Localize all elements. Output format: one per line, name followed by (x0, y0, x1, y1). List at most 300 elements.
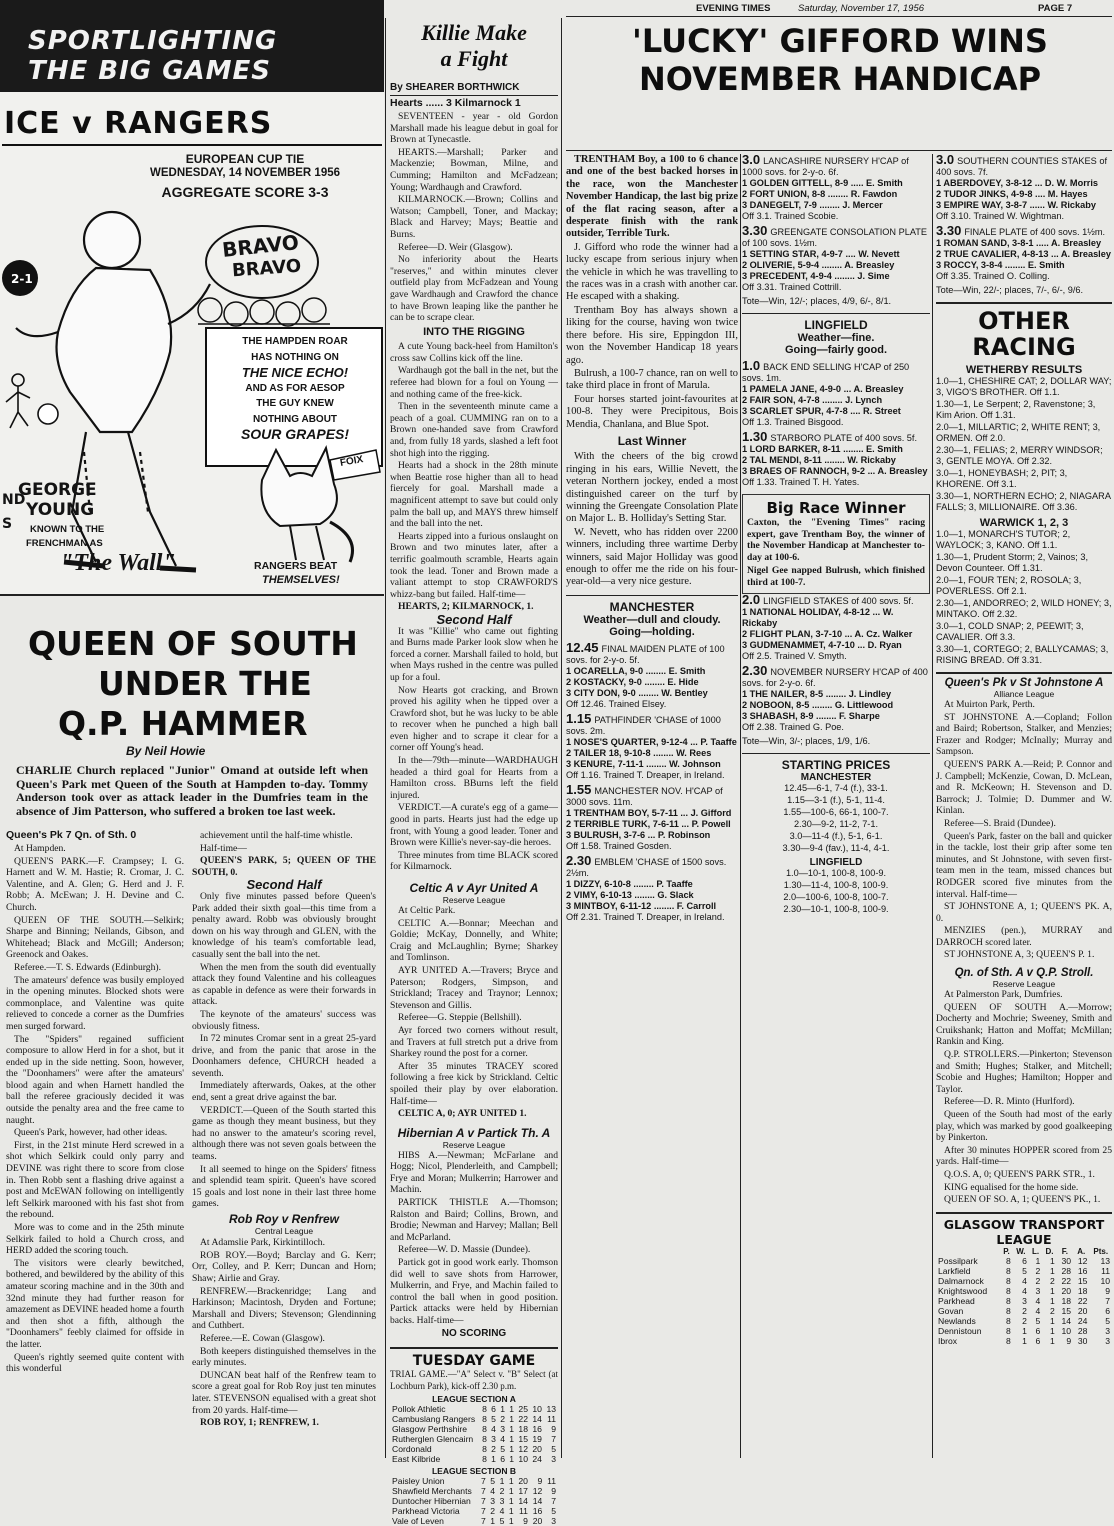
racing-column-1 (566, 154, 738, 1458)
race-result: 3 MINTBOY, 6-11-12 ........ F. Carroll (566, 900, 717, 911)
table-header: W. (1016, 1246, 1026, 1256)
race-result: 1 ROMAN SAND, 3-8-1 ..... A. Breasley (936, 238, 1102, 248)
race-result: 2 TERRIBLE TURK, 7-6-11 ... P. Powell (566, 818, 731, 829)
roar-line-7: SOUR GRAPES! (240, 426, 350, 442)
stat-cell: 8 (482, 1454, 487, 1465)
qos-halftime: QUEEN'S PARK, 5; QUEEN OF THE SOUTH, 0. (192, 855, 376, 878)
cartoon-comp-2: WEDNESDAY, 14 NOVEMBER 1956 (149, 167, 341, 179)
race-entry (742, 225, 930, 293)
stat-cell: 9 (551, 1486, 556, 1497)
stat-cell: 11 (547, 1414, 556, 1425)
wetherby-title: WETHERBY RESULTS (965, 364, 1083, 376)
stat-cell: 11 (1101, 1265, 1110, 1276)
qosstroll-paragraph: Queen of the South had most of the early play, which was marked by good goalkeeping by Pinkerton. (936, 1109, 1112, 1144)
stat-cell: 11 (547, 1476, 556, 1487)
hibs-halftime: NO SCORING (441, 1327, 507, 1339)
stat-cell: 15 (1061, 1305, 1072, 1316)
race-result: 1 LORD BARKER, 8-11 ........ E. Smith (742, 444, 903, 454)
team-name-cell: Paisley Union (392, 1476, 445, 1487)
manchester-section (566, 595, 738, 923)
qos-paragraph: The "Spiders" regained sufficient composure to allow Herd in for a shot, but it ended up in the side netting. Soon, however, the "Doonhamers" were after the amateurs' blood again and when Harnett handled the ball the referee graciously decided it was outside the penalty area and the free came to naught. (6, 1033, 184, 1126)
starting-prices (742, 753, 930, 915)
lingfield-weather: Weather—fine. (797, 332, 875, 344)
qos-intro: CHARLIE Church replaced "Junior" Omand at outside left when Queen's Park met Queen of the South at Hampden to-day. Tommy Anderson took over as attack leader in the Dumfries team in the absence of Jim Patterson, who suffered a broken toe last week. (16, 763, 368, 818)
killie-paragraph: In the—79th—minute—WARDHAUGH headed a third goal for Hearts from a Hamilton cross. BBurns left the field injured. (390, 755, 558, 801)
race-result: 3 BULRUSH, 3-7-6 ... P. Robinson (566, 829, 711, 840)
gifford-rule (566, 150, 1112, 151)
race-off: Off 3.35. Trained O. Colling. (936, 271, 1050, 281)
stat-cell: 18 (518, 1424, 528, 1435)
race-result: 1 TRENTHAM BOY, 5-7-11 ... J. Gifford (566, 807, 732, 818)
gifford-body (566, 154, 738, 589)
stat-cell: 8 (1006, 1265, 1011, 1276)
race-name: STARBORO PLATE of 400 sovs. 5f. (770, 433, 918, 443)
stat-cell: 12 (518, 1444, 528, 1455)
stat-cell: 15 (1077, 1275, 1088, 1286)
robroy-paragraph: Both keepers distinguished themselves in the early minutes. (192, 1345, 376, 1369)
stat-cell: 1 (1049, 1255, 1055, 1266)
stat-cell: 8 (1006, 1325, 1011, 1336)
robroy-league: Central League (254, 1225, 314, 1236)
table-row (390, 1496, 558, 1506)
stat-cell: 7 (481, 1486, 486, 1497)
starting-manchester-list (742, 783, 930, 854)
lingfield-section (742, 313, 930, 488)
race-heading (566, 852, 738, 879)
qosstroll-paragraph: QUEEN OF SO. A, 1; QUEEN'S PK., 1. (944, 1194, 1101, 1206)
stat-cell: 6 (1035, 1335, 1041, 1346)
table-row (936, 1326, 1112, 1336)
killie-paragraph: SEVENTEEN - year - old Gordon Marshall made his league debut in goal for Brown at Tynecastle. (390, 111, 558, 146)
stat-cell: 3 (1105, 1335, 1110, 1346)
race-result: 1 THE NAILER, 8-5 ........ J. Lindley (742, 688, 892, 699)
stat-cell: 30 (1061, 1255, 1072, 1266)
tuesday-note: TRIAL GAME.—"A" Select v. "B" Select (at Lochburn Park), kick-off 2.30 p.m. (390, 1369, 558, 1391)
race-entry (936, 154, 1112, 222)
manchester-tote: Tote—Win, 12/-; places, 4/9, 6/-, 8/1. (742, 296, 892, 306)
stjohnstone-paragraph: MENZIES (pen.), MURRAY and DARROCH scored later. (936, 925, 1112, 948)
other-racing-section (936, 302, 1112, 666)
roar-line-5: THE GUY KNEW (256, 398, 334, 409)
stjohnstone-paragraph: Referee—S. Braid (Dundee). (944, 817, 1056, 829)
stat-cell: 2 (1035, 1275, 1041, 1286)
race-entry (742, 431, 930, 488)
race-result: 1 SETTING STAR, 4-9-7 .... W. Nevett (742, 249, 900, 259)
qos-paragraph: Queen's Park, however, had other ideas. (14, 1127, 168, 1139)
celtic-paragraph: CELTIC A.—Bonnar; Meechan and Goldie; McKay, Donnelly, and White; Craig and McLaughlin; Byrne; Sharkey and Tomlinson. (390, 917, 558, 964)
manchester-going: Going—holding. (609, 625, 695, 638)
qos-paragraph: achievement until the half-time whistle. (200, 830, 353, 841)
big-race-body: Caxton, the "Evening Times" racing expert, gave Trentham Boy, the winner of the November Handicap at Manchester to-day at 100-6. (747, 517, 925, 563)
qosstroll-section (936, 967, 1112, 1206)
result-row: 2.30—1, FELIAS; 2, MERRY WINDSOR; 3, GENTLE MOYA. Off 2.32. (936, 445, 1103, 466)
column-rule (932, 154, 933, 1458)
stat-cell: 6 (1035, 1325, 1041, 1336)
killie-body (390, 111, 558, 873)
tuesday-title: TUESDAY GAME (390, 1347, 558, 1369)
stjohnstone-paragraph: ST JOHNSTONE A, 3; QUEEN'S P. 1. (944, 949, 1095, 961)
roar-line-6: NOTHING ABOUT (252, 413, 338, 425)
section-masthead (0, 0, 384, 92)
stat-cell: 24 (1077, 1315, 1088, 1326)
stat-cell: 2 (500, 1414, 505, 1425)
race-entry (566, 781, 738, 852)
team-name-cell: Parkhead (938, 1295, 975, 1306)
race-entry (566, 639, 738, 710)
cartoon-match-title: ICE v RANGERS (4, 106, 273, 141)
league-table-b (390, 1476, 558, 1526)
qos-paragraph: Half-time— (200, 842, 247, 854)
celtic-league: Reserve League (442, 895, 506, 905)
robroy-paragraph: At Adamslie Park, Kirkintilloch. (200, 1237, 325, 1249)
stat-cell: 10 (1061, 1325, 1072, 1336)
stat-cell: 9 (1066, 1335, 1072, 1346)
cartoon-aggregate: AGGREGATE SCORE 3-3 (161, 184, 329, 200)
race-time: 2.30 (742, 662, 768, 678)
warwick-list (936, 529, 1112, 666)
race-off: Off 1.16. Trained T. Dreaper, in Ireland. (566, 769, 725, 780)
qos-paragraph: VERDICT.—Queen of the South started this game as though they meant business, but they had no answer to the amateur's scoring revel, although there was not seven goals between the teams. (192, 1104, 376, 1163)
stat-cell: 1 (499, 1476, 505, 1487)
roar-line-3: THE NICE ECHO! (241, 365, 349, 380)
stat-cell: 8 (482, 1444, 487, 1455)
race-result: 1 NATIONAL HOLIDAY, 4-8-12 ... W. Rickaby (742, 606, 894, 628)
roar-line-1: THE HAMPDEN ROAR (242, 336, 348, 347)
stat-cell: 7 (1105, 1295, 1110, 1306)
team-name-cell: Cordonald (392, 1444, 432, 1455)
stjohnstone-paragraph: Queen's Park, faster on the ball and quicker in the tackle, lost their grip after some ten minutes, and St Johnstone, with seven first-team men in the team, missed chances but RODGER scored five minutes from the interval. Half-time— (936, 830, 1112, 900)
qos-paragraph: More was to come and in the 25th minute Selkirk failed to hold a Church cross, and HERD added the scoring touch. (6, 1222, 184, 1257)
table-header: P. (1003, 1246, 1010, 1256)
table-header: D. (1045, 1246, 1054, 1256)
celtic-paragraph: At Celtic Park. (398, 905, 456, 916)
starting-price-row: 12.45—6-1, 7-4 (f.), 33-1. (784, 782, 888, 793)
killie-paragraph: VERDICT.—A curate's egg of a game—good in parts. Hearts just had the edge up front, with Young a good leader. Toner and Brown were Killie's never-say-die heroes. (390, 802, 558, 849)
stat-cell: 18 (1061, 1295, 1072, 1306)
race-off: Off 3.1. Trained Scobie. (742, 211, 839, 221)
robroy-title: Rob Roy v Renfrew (228, 1212, 339, 1226)
stat-cell: 8 (482, 1414, 487, 1425)
race-result: 2 OLIVERIE, 5-9-4 ........ A. Breasley (742, 260, 895, 270)
race-result: 3 CITY DON, 9-0 ........ W. Bentley (566, 687, 708, 698)
race-off: Off 2.31. Trained T. Dreaper, in Ireland. (566, 911, 725, 922)
race-result: 3 DANEGELT, 7-9 ........ J. Mercer (742, 200, 883, 210)
cartoon-bravo-2: BRAVO (231, 255, 302, 282)
race-result: 3 SCARLET SPUR, 4-7-8 .... R. Street (742, 406, 901, 416)
stat-cell: 2 (1049, 1275, 1055, 1286)
hibs-paragraph: Partick got in good work early. Thomson did well to save shots from Harrower, Mulkerrin, and Frye, and Machin failed to control the ball when in good position. Partick attacks were held by Hibernian backs. Half-time— (390, 1257, 558, 1326)
table-row (936, 1316, 1112, 1326)
race-result: 2 TAL MENDI, 8-11 ........ W. Rickaby (742, 455, 896, 465)
stat-cell: 20 (1077, 1305, 1088, 1316)
stat-cell: 5 (491, 1414, 496, 1425)
table-row (936, 1306, 1112, 1316)
tuesday-league-b: LEAGUE SECTION B (431, 1466, 517, 1477)
stat-cell: 3 (1105, 1325, 1110, 1336)
big-race-box (742, 494, 930, 594)
hibs-paragraph: PARTICK THISTLE A.—Thomson; Ralston and Baird; Collins, Brown, and Brodie; Newman and Harvey; Mallan; Bell and McParland. (390, 1197, 558, 1243)
stat-cell: 20 (532, 1444, 542, 1455)
stat-cell: 8 (482, 1434, 487, 1445)
race-name: EMBLEM 'CHASE of 1500 sovs. 2½m. (566, 856, 727, 878)
team-name-cell: Shawfield Merchants (392, 1486, 472, 1497)
stat-cell: 1 (1049, 1285, 1055, 1296)
transport-title-2: LEAGUE (996, 1231, 1052, 1247)
stat-cell: 1 (509, 1434, 515, 1445)
team-name-cell: Vale of Leven (392, 1516, 444, 1526)
cartoon-panel (0, 92, 384, 594)
roar-line-4: AND AS FOR AESOP (245, 382, 345, 394)
lingfield-title: LINGFIELD (804, 318, 868, 332)
stat-cell: 1 (509, 1444, 515, 1455)
qosstroll-league: Reserve League (992, 979, 1056, 990)
stat-cell: 1 (509, 1424, 515, 1435)
team-name-cell: Possilpark (938, 1255, 978, 1266)
stat-cell: 28 (1077, 1325, 1088, 1336)
qos-second-half-title: Second Half (246, 877, 322, 893)
killie-paragraph: Referee—D. Weir (Glasgow). (398, 241, 513, 253)
race-time: 3.0 (742, 152, 761, 167)
stjohnstone-league: Alliance League (993, 689, 1055, 699)
killie-paragraph: A cute Young back-heel from Hamilton's cross saw Collins kick off the line. (390, 341, 558, 364)
robroy-halftime: ROB ROY, 1; RENFREW, 1. (200, 1417, 319, 1429)
killie-headline-2: a Fight (440, 46, 508, 71)
stat-cell: 10 (532, 1404, 542, 1415)
cartoon-bravo-1: BRAVO (220, 230, 300, 262)
other-racing-title-2: RACING (972, 333, 1076, 361)
big-race-nigel: Nigel Gee napped Bulrush, which finished third at 100-7. (747, 565, 925, 588)
race-name: NOVEMBER NURSERY H'CAP of 400 sovs. for 2-y-o. 6f. (742, 666, 928, 688)
stat-cell: 14 (1061, 1315, 1072, 1326)
robroy-paragraph: ROB ROY.—Boyd; Barclay and G. Kerr; Orr, Colley, and P. Kerr; Duncan and Horn; Shaw; Airlie and Gray. (192, 1249, 376, 1284)
stat-cell: 8 (1006, 1315, 1011, 1326)
manchester-races-continued (742, 154, 930, 293)
lingfield-races (742, 360, 930, 488)
gifford-paragraph: With the cheers of the big crowd ringing in his ears, Willie Nevett, the veteran Northern jockey, ended a most distinguished career on the turf by winning the Greengate Consolation Plate on Major L. B. Holliday's Setting Star. (566, 451, 738, 525)
stat-cell: 1 (1049, 1265, 1055, 1276)
team-name-cell: Govan (938, 1305, 964, 1316)
stat-cell: 8 (1006, 1285, 1011, 1296)
stat-cell: 1 (508, 1516, 514, 1526)
qosstroll-paragraph: QUEEN OF SOUTH A.—Morrow; Docherty and Mochrie; Sweeney, Smith and Cruikshank; Hatton and Moffat; McMillan; Rankin and King. (936, 1001, 1112, 1048)
table-header: L. (1032, 1246, 1040, 1256)
stat-cell: 2 (1049, 1305, 1055, 1316)
table-row (936, 1286, 1112, 1296)
killie-paragraph: KILMARNOCK.—Brown; Collins and Watson; Campbell, Toner, and Mackay; Black and Harvey; Mays; Beattie and Burns. (390, 194, 558, 240)
stat-cell: 9 (1105, 1285, 1110, 1296)
stat-cell: 11 (519, 1506, 528, 1517)
stat-cell: 19 (532, 1434, 542, 1445)
race-result: 1 NOSE'S QUARTER, 9-12-4 ... P. Taaffe (566, 736, 737, 747)
stat-cell: 5 (490, 1476, 496, 1487)
starting-price-row: 2.30—10-1, 100-8, 100-9. (783, 903, 889, 914)
stat-cell: 3 (1022, 1295, 1027, 1306)
result-row: 3.30—1, NORTHERN ECHO; 2, NIAGARA FALLS; 3, MILLIONAIRE. Off 3.36. (936, 491, 1111, 512)
stat-cell: 2 (499, 1486, 505, 1497)
stat-cell: 4 (1022, 1285, 1027, 1296)
race-result: 2 FLIGHT PLAN, 3-7-10 ... A. Cz. Walker (742, 628, 913, 639)
qos-paragraph: Queen's rightly seemed quite content with this wonderful (6, 1351, 184, 1375)
race-result: 1 GOLDEN GITTELL, 8-9 ..... E. Smith (742, 178, 903, 188)
stat-cell: 4 (1035, 1305, 1041, 1316)
masthead-line-2: THE BIG GAMES (28, 56, 272, 86)
starting-price-row: 1.15—3-1 (f.), 5-1, 11-4. (787, 794, 885, 805)
cartoon-roar-text (210, 334, 380, 443)
table-row (390, 1414, 558, 1424)
race-result: 3 PRECEDENT, 4-9-4 ........ J. Sime (742, 271, 890, 281)
league-table-a (390, 1404, 558, 1464)
race-result: 3 SHABASH, 8-9 ........ F. Sharpe (742, 710, 880, 721)
stat-cell: 8 (1006, 1255, 1011, 1266)
stat-cell: 4 (1035, 1295, 1041, 1306)
result-row: 3.0—1, HONEYBASH; 2, PIT; 3, KHORENE. Off 3.1. (936, 468, 1068, 489)
lingfield-tote: Tote—Win, 3/-; places, 1/9, 1/6. (742, 735, 871, 746)
race-heading (742, 431, 930, 444)
stjohnstone-body (936, 699, 1112, 961)
race-off: Off 3.31. Trained Cottrill. (742, 282, 842, 292)
race-heading (936, 225, 1112, 238)
table-row (390, 1506, 558, 1516)
race-result: 2 NOBOON, 8-5 ........ G. Littlewood (742, 699, 894, 710)
killie-paragraph: HEARTS.—Marshall; Parker and Mackenzie; Bowman, Milne, and Cumming; Hamilton and McFadzean; Young; Wardhaugh and Crawford. (390, 146, 558, 193)
race-result: 3 ROCCY, 3-8-4 ........ E. Smith (936, 260, 1065, 270)
stat-cell: 2 (490, 1506, 496, 1517)
starting-price-row: 2.0—100-6, 100-8, 100-7. (783, 891, 889, 902)
big-race-title: Big Race Winner (766, 499, 906, 517)
stat-cell: 20 (1061, 1285, 1072, 1296)
table-row (936, 1296, 1112, 1306)
last-winner-title: Last Winner (617, 433, 687, 448)
killie-halftime: HEARTS, 2; KILMARNOCK, 1. (398, 601, 534, 613)
starting-title: STARTING PRICES (781, 757, 891, 772)
race-time: 1.0 (742, 358, 761, 373)
team-name-cell: Knightswood (938, 1285, 988, 1296)
stat-cell: 1 (490, 1516, 496, 1526)
race-entry (936, 225, 1112, 282)
race-time: 1.15 (566, 710, 592, 726)
manchester-weather: Weather—dull and cloudy. (583, 613, 721, 626)
stat-cell: 1 (1049, 1295, 1055, 1306)
stat-cell: 3 (551, 1454, 556, 1465)
team-name-cell: Dalmarnock (938, 1275, 984, 1286)
gifford-paragraph: Bulrush, a 100-7 chance, ran on well to take third place in front of Marula. (566, 367, 738, 392)
race-name: PATHFINDER 'CHASE of 1000 sovs. 2m. (566, 714, 721, 736)
racing-column-2 (742, 154, 930, 1458)
ball-icon (38, 404, 58, 424)
race-result: 2 KOSTACKY, 9-0 ........ E. Hide (566, 676, 699, 687)
qos-referee: Referee.—T. S. Edwards (Edinburgh). (14, 961, 161, 973)
qos-paragraph: Immediately afterwards, Oakes, at the other end, sent a great drive against the bar. (192, 1080, 376, 1104)
qosstroll-paragraph: Q.O.S. A, 0; QUEEN'S PARK STR., 1. (944, 1168, 1095, 1180)
stjohnstone-section (936, 672, 1112, 961)
stat-cell: 8 (1006, 1305, 1011, 1316)
race-name: GREENGATE CONSOLATION PLATE of 100 sovs. 1½m. (742, 227, 928, 248)
stat-cell: 7 (551, 1496, 556, 1507)
race-time: 2.30 (566, 852, 592, 868)
team-name-cell: Dennistoun (938, 1325, 982, 1336)
starting-manchester: MANCHESTER (800, 771, 872, 783)
killie-paragraph: Hearts zipped into a furious onslaught on Brown and two minutes later, after a terrific goalmouth scramble, Hearts again took the lead. Toner and Brown made a valiant attempt to stop CRAWFORD'S whizz-bang but failed. Half-time— (390, 530, 558, 600)
stat-cell: 1 (1022, 1335, 1027, 1346)
race-result: 3 KENURE, 7-11-1 ........ W. Johnson (566, 758, 721, 769)
stat-cell: 6 (1022, 1255, 1027, 1266)
tuesday-league-a: LEAGUE SECTION A (432, 1394, 516, 1405)
gifford-paragraph: Four horses started joint-favourites at 100-8. They were Precipitous, Bois Mendia, Chanlana, and Blue Spot. (566, 393, 738, 430)
crowd-icon (198, 298, 330, 326)
race-heading (566, 781, 738, 808)
stat-cell: 1 (508, 1506, 514, 1517)
qos-team-1: QUEEN'S PARK.—F. Crampsey; I. G. Harnett and W. M. Hastie; R. Cromar, J. C. Valentine, and A. Glen; G. Herd and J. F. Robb; A. McEwan; J. H. Devine and C. Church. (6, 855, 184, 913)
race-entry (742, 154, 930, 222)
gifford-headline-2: NOVEMBER HANDICAP (638, 60, 1042, 98)
race-result: 1 PAMELA JANE, 4-9-0 ... A. Breasley (742, 384, 904, 394)
team-name-cell: Ibrox (938, 1335, 958, 1346)
transport-section (936, 1212, 1112, 1346)
stat-cell: 16 (532, 1506, 543, 1517)
race-off: Off 12.46. Trained Elsey. (566, 698, 667, 709)
race-result: 2 TRUE CAVALIER, 4-8-13 ... A. Breasley (936, 249, 1111, 259)
stat-cell: 14 (532, 1414, 542, 1425)
celtic-paragraph: Ayr forced two corners without result, and Travers at full stretch put a drive from Sharkey round the post for a corner. (390, 1024, 558, 1060)
race-entry (566, 710, 738, 781)
killie-paragraph: No inferiority about the Hearts "reserves," and within minutes clever outfield play from McFadzean and Young gave Wardhaugh and Crawford the chance to have Brown leaping like the panther he can be to scrape clear. (390, 254, 558, 324)
table-row (390, 1404, 558, 1414)
race-time: 1.55 (566, 781, 592, 797)
qosstroll-title: Qn. of Sth. A v Q.P. Stroll. (954, 967, 1094, 980)
table-row (390, 1424, 558, 1434)
result-row: 1.0—1, CHESHIRE CAT; 2, DOLLAR WAY; 3, VIGO'S BROTHER. Off 1.1. (936, 376, 1112, 397)
qos-paragraph: In 72 minutes Cromar sent in a great 25-yard drive, and from the panic that arose in the Doonhamers defence, CHURCH headed a seventh. (192, 1033, 376, 1079)
stat-cell: 17 (518, 1486, 528, 1497)
cartoon-player-2: YOUNG (26, 500, 95, 520)
stat-cell: 10 (518, 1454, 528, 1465)
hibs-league: Reserve League (442, 1139, 506, 1150)
race-off: Off 1.33. Trained T. H. Yates. (742, 477, 860, 487)
stat-cell: 7 (551, 1434, 556, 1445)
qos-headline-3: Q.P. HAMMER (58, 704, 308, 743)
stat-cell: 28 (1061, 1265, 1072, 1276)
killie-paragraph: Wardhaugh got the ball in the net, but the referee had blown for a foul on Young — and nothing came of the free-kick. (390, 365, 558, 400)
celtic-paragraph: After 35 minutes TRACEY scored following a free kick by Strickland. Celtic spoiled their play by over elaboration. Half-time— (390, 1060, 558, 1107)
race-result: 2 VIMY, 6-10-13 ........ G. Slack (566, 889, 694, 900)
stat-cell: 3 (499, 1496, 505, 1507)
race-off: Off 3.10. Trained W. Wightman. (936, 211, 1064, 221)
transport-table (936, 1247, 1112, 1346)
stat-cell: 5 (1022, 1265, 1027, 1276)
stat-cell: 9 (523, 1516, 528, 1526)
qosstroll-body (936, 989, 1112, 1206)
stat-cell: 1 (1049, 1335, 1055, 1346)
stat-cell: 3 (1035, 1285, 1041, 1296)
celtic-title: Celtic A v Ayr United A (409, 881, 539, 895)
race-name: MANCHESTER NOV. H'CAP of 3000 sovs. 11m. (566, 785, 723, 807)
result-row: 1.30—1, Prudent Storm; 2, Vainos; 3, Devon Counteer. Off 1.31. (936, 552, 1089, 573)
race-name: BACK END SELLING H'CAP of 250 sovs. 1m. (742, 362, 910, 383)
racing-column-3 (936, 154, 1112, 1458)
stjohnstone-paragraph: ST JOHNSTONE A, 1; QUEEN'S PK. A, 0. (936, 901, 1112, 924)
qosstroll-paragraph: At Palmerston Park, Dumfries. (944, 989, 1063, 1001)
qos-paragraph: The amateurs' defence was busily employed in the opening minutes. Blocked shots were commonplace, and Valentine was quite relieved to concede a corner as the Dumfries men surged forward. (6, 974, 184, 1032)
stat-cell: 4 (499, 1506, 505, 1517)
stat-cell: 4 (500, 1434, 505, 1445)
stat-cell: 7 (481, 1506, 486, 1517)
stat-cell: 5 (1035, 1315, 1041, 1326)
race-heading (742, 225, 930, 249)
cartoon-known-2: FRENCHMAN AS (26, 538, 103, 549)
killie-paragraph: Now Hearts got cracking, and Brown proved his agility when he tipped over a Crawford shot, but he was lucky to be able to recover when he punched a high ball even higher and to scrape it clear for a corner off Young's head. (390, 684, 558, 754)
qos-paragraph: Only five minutes passed before Queen's Park added their sixth goal—this time from a penalty award. Robb was obviously brought down on his way through and GLEN, with the knowledge of his team's comfortable lead, casually sent the ball into the net. (192, 890, 376, 960)
stat-cell: 16 (1077, 1265, 1088, 1276)
